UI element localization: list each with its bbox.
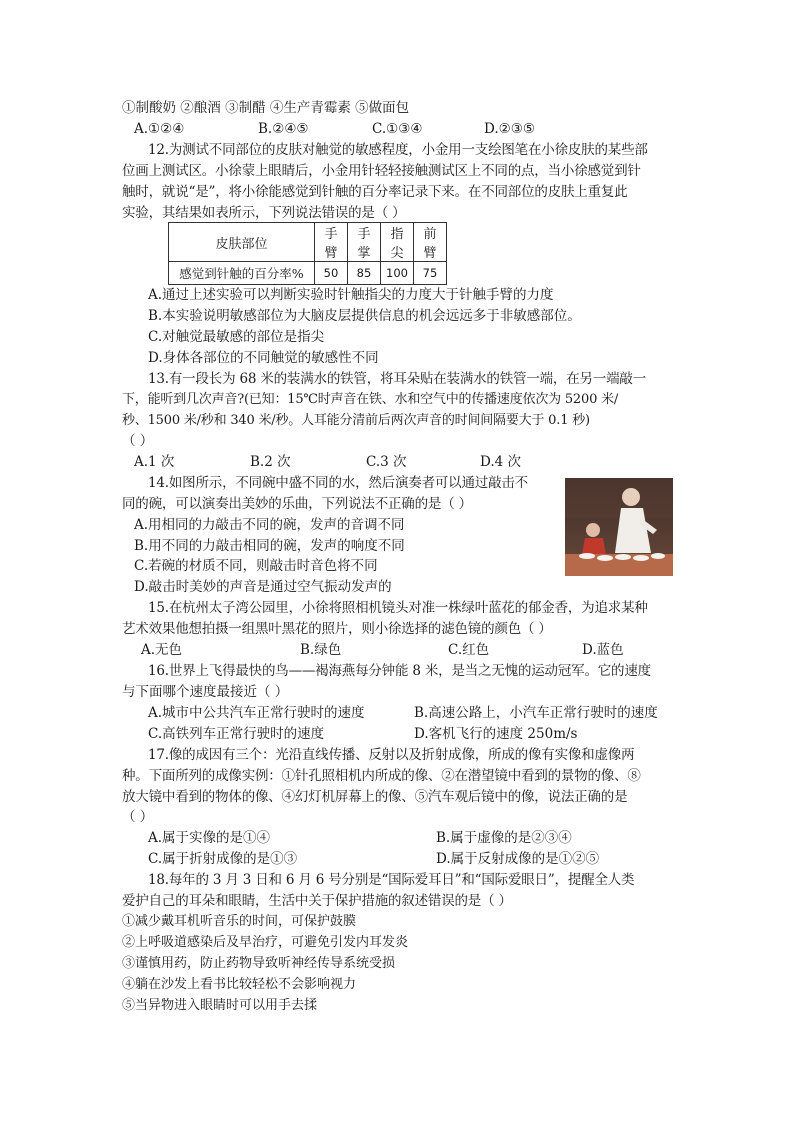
q15-stem-line1: 15.在杭州太子湾公园里，小徐将照相机镜头对准一株绿叶蓝花的郁金香，为追求某种 — [148, 600, 648, 616]
list-item: ②上呼吸道感染后及早治疗，可避免引发内耳发炎 — [122, 935, 409, 950]
q14-stem-line1: 14.如图所示，不同碗中盛不同的水，然后演奏者可以通过敲击不 — [148, 475, 528, 491]
q16-option-c: C.高铁列车正常行驶时的速度 — [148, 726, 325, 742]
q12-stem-line4: 实验，其结果如表所示，下列说法错误的是（ ） — [122, 205, 406, 221]
q13-option-b: B.2 次 — [250, 454, 291, 470]
q12-stem-line3: 触时，就说“是”，将小徐能感觉到针触的百分率记录下来。在不同部位的皮肤上重复此 — [122, 184, 628, 200]
q13-stem-line4: （ ） — [122, 433, 154, 449]
q13-option-d: D.4 次 — [480, 454, 522, 470]
skin-sensitivity-table — [168, 222, 447, 285]
q13-option-a: A.1 次 — [134, 454, 175, 470]
q17-option-a: A.属于实像的是①④ — [148, 830, 271, 846]
table-cell: 手掌 — [348, 223, 381, 262]
q17-stem-line3: 放大镜中看到的物体的像、④幻灯机屏幕上的像、⑤汽车观后镜中的像，说法正确的是 — [122, 789, 628, 805]
q11-option-b: B.②④⑤ — [258, 121, 309, 137]
q15-option-c: C.红色 — [448, 642, 490, 658]
q11-option-c: C.①③④ — [372, 121, 423, 137]
q16-stem-line1: 16.世界上飞得最快的鸟——褐海燕每分钟能 8 米，是当之无愧的运动冠军。它的速度 — [148, 663, 651, 679]
q17-stem-line2: 种。下面所列的成像实例：①针孔照相机内所成的像、②在潜望镜中看到的景物的像、⑧ — [122, 768, 641, 784]
table-cell: 指尖 — [381, 223, 414, 262]
q15-stem-line2: 艺术效果他想拍摄一组黑叶黑花的照片，则小徐选择的滤色镜的颜色（ ） — [122, 621, 552, 637]
q14-option-d: D.敲击时美妙的声音是通过空气振动发声的 — [134, 579, 392, 595]
q16-option-b: B.高速公路上，小汽车正常行驶时的速度 — [414, 705, 658, 721]
table-cell: 前臂 — [414, 223, 447, 262]
q13-option-c: C.3 次 — [366, 454, 407, 470]
q16-option-d: D.客机飞行的速度 250m/s — [414, 726, 578, 742]
q18-stem-line1: 18.每年的 3 月 3 日和 6 月 6 号分别是“国际爱耳日”和“国际爱眼日”，提醒全人类 — [148, 872, 635, 888]
table-cell: 85 — [348, 262, 381, 285]
q12-option-b: B.本实验说明敏感部位为大脑皮层提供信息的机会远远多于非敏感部位。 — [148, 308, 581, 324]
q13-stem-line3: 秒、1500 米/秒和 340 米/秒。人耳能分清前后两次声音的时间间隔要大于 0.1 秒) — [122, 413, 590, 428]
list-item: ①减少戴耳机听音乐的时间，可保护鼓膜 — [122, 914, 357, 929]
q15-option-d: D.蓝色 — [582, 642, 624, 658]
q15-option-b: B.绿色 — [300, 642, 342, 658]
q17-option-d: D.属于反射成像的是①②⑤ — [436, 851, 600, 867]
table-row — [169, 262, 447, 285]
list-item: ④躺在沙发上看书比较轻松不会影响视力 — [122, 977, 357, 992]
q12-option-a: A.通过上述实验可以判断实验时针触指尖的力度大于针触手臂的力度 — [148, 287, 554, 303]
q11-option-d: D.②③⑤ — [484, 121, 535, 137]
q14-option-a: A.用相同的力敲击不同的碗，发声的音调不同 — [134, 517, 405, 533]
q13-stem-line1: 13.有一段长为 68 米的装满水的铁管，将耳朵贴在装满水的铁管一端，在另一端敲一 — [148, 371, 647, 387]
q14-option-b: B.用不同的力敲击相同的碗，发声的响度不同 — [134, 538, 405, 554]
q12-stem-line2: 位画上测试区。小徐蒙上眼睛后，小金用针轻轻接触测试区上不同的点，当小徐感觉到针 — [122, 163, 641, 179]
q18-stem-line2: 爱护自己的耳朵和眼睛，生活中关于保护措施的叙述错误的是（ ） — [122, 893, 512, 909]
q14-stem-line2: 同的碗，可以演奏出美妙的乐曲，下列说法不正确的是（ ） — [122, 496, 472, 512]
q11-option-a: A.①②④ — [134, 121, 185, 137]
table-cell: 皮肤部位 — [169, 223, 315, 262]
table-header-row — [169, 223, 447, 262]
list-item: ③谨慎用药，防止药物导致听神经传导系统受损 — [122, 956, 396, 971]
q12-option-c: C.对触觉最敏感的部位是指尖 — [148, 329, 325, 345]
q17-option-b: B.属于虚像的是②③④ — [436, 830, 572, 846]
q13-stem-line2: 下，能听到几次声音?(已知：15℃时声音在铁、水和空气中的传播速度依次为 5200 米/ — [122, 392, 619, 407]
q16-stem-line2: 与下面哪个速度最接近（ ） — [122, 684, 289, 700]
table-cell: 50 — [315, 262, 348, 285]
q12-option-d: D.身体各部位的不同触觉的敏感性不同 — [148, 350, 379, 366]
q17-stem-line1: 17.像的成因有三个：光沿直线传播、反射以及折射成像，所成的像有实像和虚像两 — [148, 747, 635, 763]
q15-option-a: A.无色 — [141, 642, 183, 658]
q17-option-c: C.属于折射成像的是①③ — [148, 851, 298, 867]
list-item: ⑤当异物进入眼睛时可以用手去揉 — [122, 998, 318, 1013]
bowl-performance-photo — [565, 478, 673, 576]
q12-stem-line1: 12.为测试不同部位的皮肤对触觉的敏感程度，小金用一支绘图笔在小徐皮肤的某些部 — [148, 142, 648, 158]
q17-stem-line4: （ ） — [122, 809, 154, 825]
q11-items: ①制酸奶 ②酿酒 ③制醋 ④生产青霉素 ⑤做面包 — [122, 100, 410, 116]
table-cell: 手臂 — [315, 223, 348, 262]
table-cell: 100 — [381, 262, 414, 285]
table-cell: 75 — [414, 262, 447, 285]
table-cell: 感觉到针触的百分率% — [169, 262, 315, 285]
q16-option-a: A.城市中公共汽车正常行驶时的速度 — [148, 705, 365, 721]
q14-option-c: C.若碗的材质不同，则敲击时音色将不同 — [134, 558, 378, 574]
